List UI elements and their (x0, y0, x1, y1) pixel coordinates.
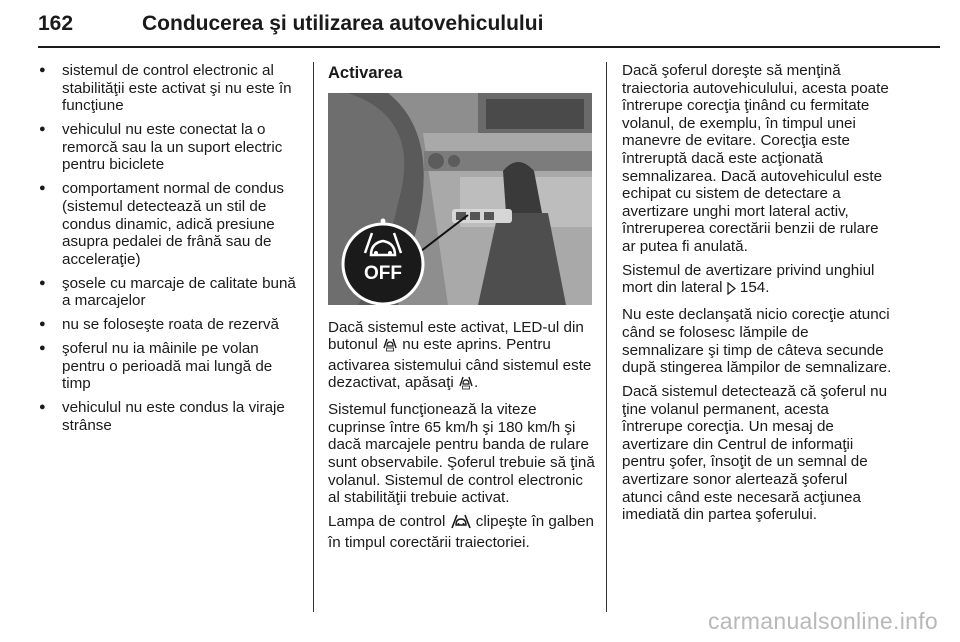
column-middle (328, 62, 596, 558)
conditions-list (38, 62, 302, 435)
section-heading: Activarea (328, 64, 403, 82)
column-divider (606, 62, 607, 612)
paragraph: Dacă şoferul doreşte să menţină traiectoria autovehiculului, acesta poate întrerupe corecţia ţinând cu fermitate volanul, de exemplu, în timpul unei manevre de evitare. Corecţia este întreruptă dacă este acţionată semnalizarea. Dacă autovehiculul este echipat cu sistem de detectare a avertizare unghi mort lateral activ, întreruperea corectării benzii de rulare ar putea fi anulată. (622, 62, 889, 255)
lane-keep-off-icon (382, 336, 398, 357)
column-divider (313, 62, 314, 612)
list-item: ● vehiculul nu este conectat la o remorcă sau la un suport electric pentru biciclete (38, 121, 302, 174)
page-title: Conducerea şi utilizarea autovehiculului (142, 12, 544, 35)
lane-departure-warning-icon (450, 513, 472, 534)
page-header (38, 6, 940, 44)
dashboard-photo (328, 93, 592, 305)
lane-keep-off-icon (458, 374, 474, 395)
list-item: ● vehiculul nu este condus la viraje strânse (38, 399, 302, 434)
list-item: ● nu se foloseşte roata de rezervă (38, 316, 302, 334)
header-divider (38, 46, 940, 48)
list-item: ● şoferul nu ia mâinile pe volan pentru o perioadă mai lungă de timp (38, 340, 302, 393)
paragraph: Nu este declanşată nicio corecţie atunci când se folosesc lămpile de semnalizare şi timp de câteva secunde după stingerea lămpilor de semnalizare. (622, 306, 892, 377)
paragraph: Dacă sistemul este activat, LED-ul din butonul nu este aprins. Pentru activarea sistemului când sistemul este dezactivat, apăsaţi . (328, 319, 596, 395)
column-left (38, 62, 302, 441)
off-label: OFF (364, 262, 402, 284)
list-item: ● şosele cu marcaje de calitate bună a marcajelor (38, 275, 302, 310)
paragraph: Sistemul funcţionează la viteze cuprinse între 65 km/h şi 180 km/h şi dacă marcajele pentru banda de rulare sunt observabile. Şoferul trebuie să ţină volanul. Sistemul de control electronic al stabilităţii trebuie activat. (328, 401, 595, 507)
page-reference-arrow-icon (727, 282, 736, 300)
paragraph: Lampa de control clipeşte în galben în timpul corectării traiectoriei. (328, 513, 595, 551)
list-item: ● comportament normal de condus (sistemul detectează un stil de condus dinamic, adică presiune asupra pedalei de frână sau de acceleraţie) (38, 180, 302, 268)
paragraph: Dacă sistemul detectează că şoferul nu ţine volanul permanent, acesta întrerupe corecţia. Un mesaj de avertizare din Centrul de informaţii pentru şofer, însoţit de un semnal de avertizare sonor alertează şoferul atunci când este necesară acţiunea imediată din partea şoferului. (622, 382, 888, 524)
list-item: ● sistemul de control electronic al stabilităţii este activat şi nu este în funcţiune (38, 62, 302, 115)
watermark: carmanualsonline.info (707, 608, 938, 634)
page-reference[interactable]: 154 (739, 279, 766, 297)
paragraph: Sistemul de avertizare privind unghiul mort din lateral 154. (622, 262, 892, 300)
column-right (622, 62, 892, 530)
page-number: 162 (38, 12, 74, 35)
